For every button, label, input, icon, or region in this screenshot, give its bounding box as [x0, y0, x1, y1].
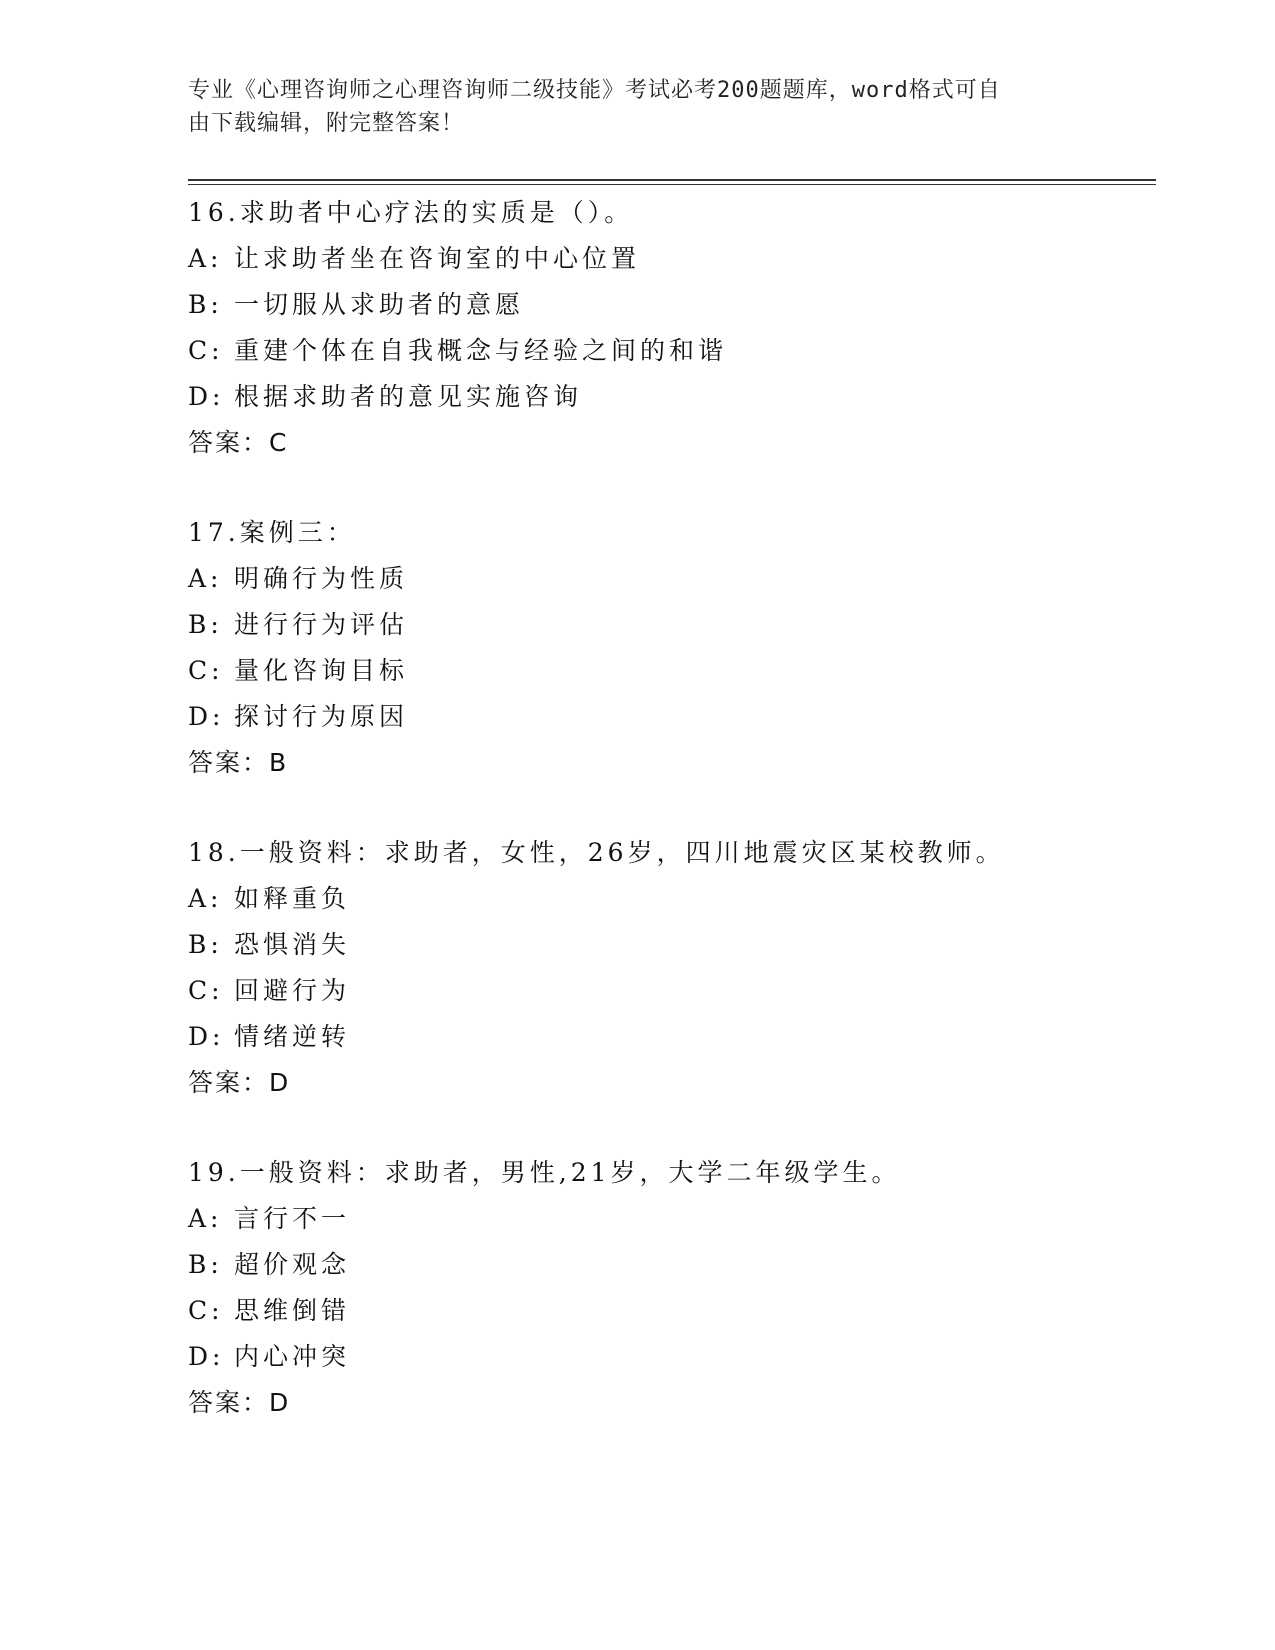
- option-d: [188, 694, 1156, 740]
- question-16: [188, 190, 1156, 466]
- option-text: 如释重负: [234, 884, 351, 913]
- question-stem: 17.案例三：: [188, 518, 356, 547]
- option-letter: B:: [188, 1250, 223, 1279]
- option-letter: C:: [188, 336, 224, 365]
- option-letter: D:: [188, 702, 225, 731]
- option-letter: D:: [188, 382, 225, 411]
- option-text: 回避行为: [234, 976, 351, 1005]
- option-d: [188, 1334, 1156, 1380]
- option-letter: D:: [188, 1342, 225, 1371]
- option-letter: C:: [188, 656, 224, 685]
- option-letter: B:: [188, 290, 223, 319]
- answer-line: 答案：B: [188, 748, 289, 777]
- option-b: [188, 602, 1156, 648]
- option-letter: A:: [188, 884, 223, 913]
- option-text: 言行不一: [234, 1204, 351, 1233]
- option-letter: C:: [188, 976, 224, 1005]
- option-text: 根据求助者的意见实施咨询: [234, 382, 583, 411]
- question-stem: 16.求助者中心疗法的实质是（）。: [188, 198, 634, 227]
- option-c: [188, 328, 1156, 374]
- option-b: [188, 1242, 1156, 1288]
- option-text: 探讨行为原因: [234, 702, 409, 731]
- header-divider-thick: [188, 179, 1156, 181]
- question-18: [188, 830, 1156, 1106]
- option-a: [188, 876, 1156, 922]
- option-c: [188, 1288, 1156, 1334]
- question-17: [188, 510, 1156, 786]
- question-stem: 18.一般资料：求助者，女性，26岁，四川地震灾区某校教师。: [188, 838, 1005, 867]
- option-b: [188, 922, 1156, 968]
- header-line-1: 专业《心理咨询师之心理咨询师二级技能》考试必考200题题库，word格式可自: [188, 78, 1001, 103]
- option-text: 情绪逆转: [234, 1022, 351, 1051]
- option-text: 内心冲突: [234, 1342, 351, 1371]
- header-divider-thin: [188, 184, 1156, 185]
- option-d: [188, 1014, 1156, 1060]
- option-letter: C:: [188, 1296, 224, 1325]
- option-text: 明确行为性质: [234, 564, 409, 593]
- option-text: 让求助者坐在咨询室的中心位置: [234, 244, 641, 273]
- option-letter: B:: [188, 610, 223, 639]
- document-header-note: [188, 74, 1068, 140]
- option-a: [188, 556, 1156, 602]
- option-letter: D:: [188, 1022, 225, 1051]
- option-letter: A:: [188, 1204, 223, 1233]
- answer-line: 答案：D: [188, 1068, 291, 1097]
- option-text: 超价观念: [234, 1250, 351, 1279]
- option-letter: A:: [188, 564, 223, 593]
- header-line-2: 由下载编辑，附完整答案！: [188, 111, 465, 136]
- question-stem: 19.一般资料：求助者，男性,21岁，大学二年级学生。: [188, 1158, 901, 1187]
- answer-line: 答案：C: [188, 428, 289, 457]
- option-a: [188, 236, 1156, 282]
- option-letter: A:: [188, 244, 223, 273]
- option-letter: B:: [188, 930, 223, 959]
- option-text: 进行行为评估: [234, 610, 409, 639]
- option-text: 恐惧消失: [234, 930, 351, 959]
- option-a: [188, 1196, 1156, 1242]
- option-c: [188, 968, 1156, 1014]
- option-d: [188, 374, 1156, 420]
- option-text: 思维倒错: [234, 1296, 351, 1325]
- answer-line: 答案：D: [188, 1388, 291, 1417]
- option-text: 一切服从求助者的意愿: [234, 290, 525, 319]
- question-19: [188, 1150, 1156, 1426]
- option-text: 量化咨询目标: [234, 656, 409, 685]
- option-text: 重建个体在自我概念与经验之间的和谐: [234, 336, 728, 365]
- option-b: [188, 282, 1156, 328]
- option-c: [188, 648, 1156, 694]
- question-list: [188, 190, 1156, 1470]
